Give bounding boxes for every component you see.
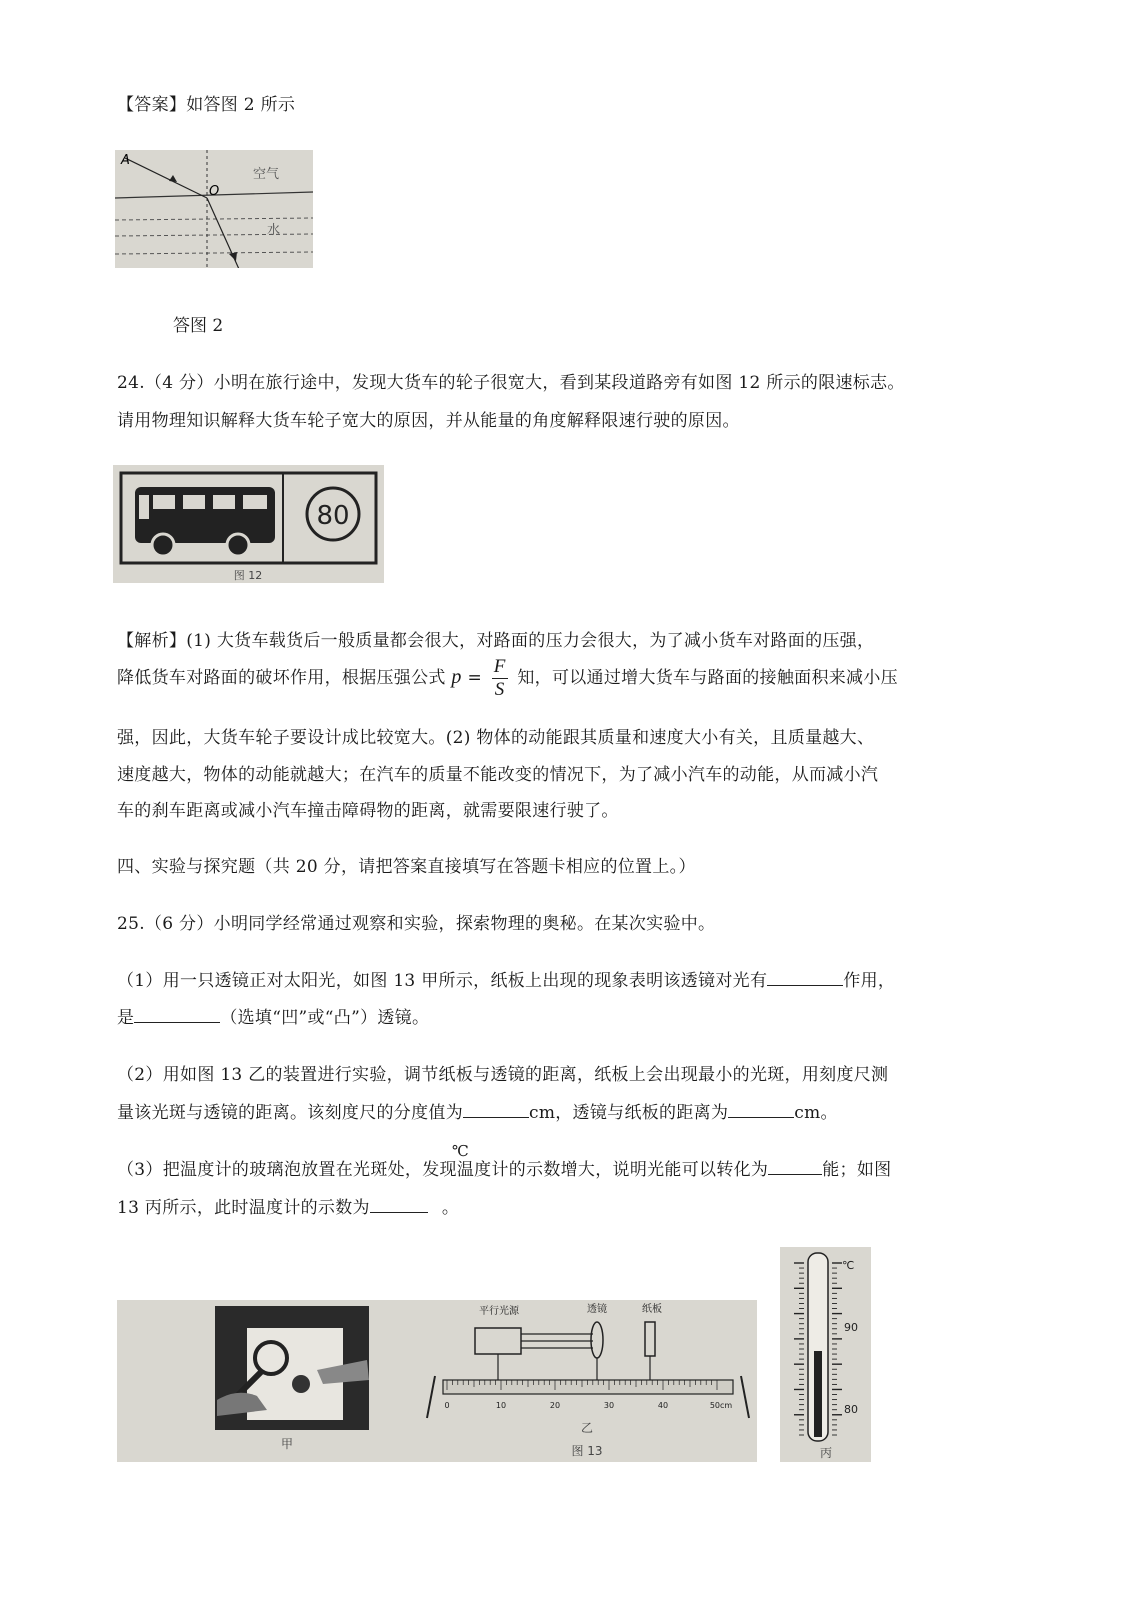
q25-p1-text-d: （选填“凹”或“凸”）透镜。 (220, 1008, 430, 1028)
answer-line: 【答案】如答图 2 所示 (117, 95, 296, 115)
figure-13-bing (780, 1247, 871, 1462)
water-dash-3 (115, 252, 313, 254)
figure-13-caption: 图 13 (571, 1444, 603, 1458)
speed-value: 80 (316, 501, 350, 531)
thermometer-label-80: 80 (844, 1403, 858, 1416)
blank-lens-type[interactable] (134, 1006, 220, 1023)
figure-12 (113, 465, 384, 583)
q25-p2-text-d: cm。 (794, 1103, 838, 1123)
formula-eq: = (467, 668, 482, 688)
formula-p: p (451, 666, 462, 688)
incident-arrow (169, 175, 177, 182)
label-air: 空气 (253, 167, 280, 182)
answer-figure-2-caption: 答图 2 (173, 316, 224, 336)
label-light-source: 平行光源 (479, 1306, 519, 1317)
section-4-heading: 四、实验与探究题（共 20 分，请把答案直接填写在答题卡相应的位置上。） (117, 857, 696, 877)
blank-lens-effect[interactable] (767, 969, 843, 986)
q25-part3-line1 (117, 1155, 891, 1180)
q25-p2-text-c: cm，透镜与纸板的距离为 (529, 1103, 729, 1123)
analysis-line5: 车的刹车距离或减小汽车撞击障碍物的距离，就需要限速行驶了。 (117, 801, 619, 821)
figure-12-caption: 图 12 (233, 569, 263, 582)
ruler-leg-right (741, 1376, 749, 1418)
q25-part1-line1 (117, 966, 895, 991)
q25-p3-text-c: 13 丙所示，此时温度计的示数为 (117, 1198, 370, 1218)
analysis-line2-pre: 降低货车对路面的破坏作用，根据压强公式 (117, 668, 446, 688)
q25-part2-line1: （2）用如图 13 乙的装置进行实验，调节纸板与透镜的距离，纸板上会出现最小的光斑，用刻度尺测 (117, 1065, 889, 1085)
refracted-ray (207, 198, 243, 268)
celsius-floating-mark: ℃ (452, 1142, 470, 1160)
formula-F: F (493, 656, 506, 677)
blank-thermometer-reading[interactable] (370, 1196, 428, 1213)
light-spot (292, 1375, 310, 1393)
ruler-tick-label: 10 (495, 1401, 507, 1410)
figure-13-drawing (117, 1300, 757, 1462)
q25-p3-text-d: 。 (441, 1198, 460, 1218)
q25-p1-text-a: （1）用一只透镜正对太阳光，如图 13 甲所示，纸板上出现的现象表明该透镜对光有 (117, 971, 768, 991)
ruler-bar (443, 1380, 733, 1394)
ruler-tick-label: 40 (657, 1401, 669, 1410)
light-source-box (475, 1328, 521, 1354)
q25-part1-line2 (117, 1003, 429, 1028)
figure-13 (117, 1300, 757, 1462)
label-bing: 丙 (819, 1446, 833, 1460)
ruler-tick-label: 30 (603, 1401, 615, 1410)
q25-p2-text-b: 量该光斑与透镜的距离。该刻度尺的分度值为 (117, 1103, 463, 1123)
q25-p3-text-a: （3）把温度计的玻璃泡放置在光斑处，发现温度计的示数增大，说明光能可以转化为 (117, 1160, 769, 1180)
q25-part2-line2 (117, 1098, 838, 1123)
truck-icon (135, 487, 275, 556)
water-dash-1 (115, 218, 313, 220)
thermometer-label-90: 90 (844, 1321, 858, 1334)
q24-line2: 请用物理知识解释大货车轮子宽大的原因，并从能量的角度解释限速行驶的原因。 (117, 411, 740, 431)
speed-limit-sign (113, 465, 384, 583)
refraction-diagram (115, 150, 313, 268)
formula-S: S (494, 679, 505, 700)
q25-p1-text-b: 作用， (843, 971, 896, 991)
q25-p1-text-c: 是 (117, 1008, 135, 1028)
lens-shape (591, 1322, 603, 1358)
thermometer-liquid (814, 1351, 822, 1437)
analysis-line3: 强，因此，大货车轮子要设计成比较宽大。(2) 物体的动能跟其质量和速度大小有关，且质量越大、 (117, 728, 875, 748)
analysis-line4: 速度越大，物体的动能就越大；在汽车的质量不能改变的情况下，为了减小汽车的动能，从而减小汽 (117, 765, 879, 785)
label-O: O (209, 184, 220, 199)
label-A: A (121, 153, 130, 168)
label-water: 水 (267, 223, 281, 238)
q24-line1: 24.（4 分）小明在旅行途中，发现大货车的轮子很宽大，看到某段道路旁有如图 12 所示的限速标志。 (117, 373, 905, 393)
water-dash-2 (115, 234, 313, 236)
label-jia: 甲 (280, 1437, 294, 1451)
ruler-tick-label: 0 (444, 1401, 450, 1410)
ruler-leg-left (427, 1376, 435, 1418)
ruler-tick-label: 20 (549, 1401, 561, 1410)
incident-ray (125, 158, 207, 198)
label-board: 纸板 (642, 1304, 662, 1315)
refracted-arrow (229, 252, 237, 261)
analysis-line2 (117, 656, 898, 701)
thermometer-drawing (780, 1247, 871, 1462)
q25-p3-text-b: 能；如图 (822, 1160, 892, 1180)
thermometer-unit: ℃ (842, 1259, 855, 1272)
q25-intro: 25.（6 分）小明同学经常通过观察和实验，探索物理的奥秘。在某次实验中。 (117, 914, 716, 934)
label-lens: 透镜 (587, 1304, 607, 1315)
analysis-line1: 【解析】(1) 大货车载货后一般质量都会很大，对路面的压力会很大，为了减小货车对路面的压强， (117, 631, 875, 651)
q25-part3-line2 (117, 1193, 459, 1218)
blank-focal-distance[interactable] (728, 1101, 794, 1118)
blank-division-value[interactable] (463, 1101, 529, 1118)
formula-fraction (492, 656, 508, 701)
blank-energy-form[interactable] (768, 1158, 822, 1175)
answer-figure-2 (115, 150, 313, 268)
analysis-line2-post: 知，可以通过增大货车与路面的接触面积来减小压 (517, 668, 898, 688)
ruler-end-label: 50cm (709, 1401, 733, 1410)
label-yi: 乙 (580, 1421, 594, 1435)
board-shape (645, 1322, 655, 1356)
